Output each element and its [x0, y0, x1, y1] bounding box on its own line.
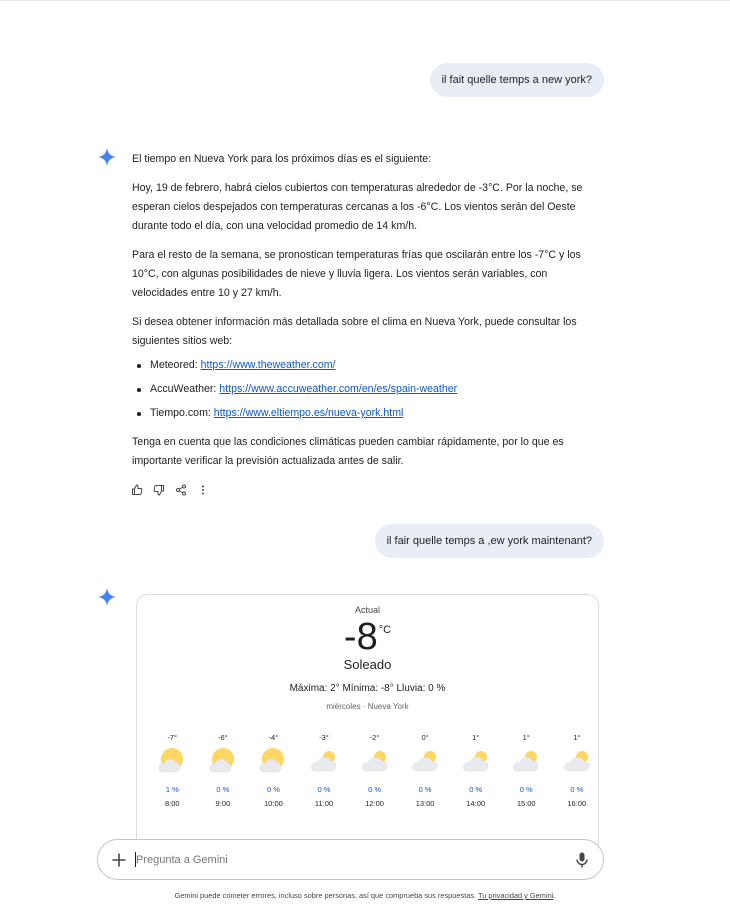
gemini-sparkle-icon	[97, 587, 117, 607]
response-paragraph: Tenga en cuenta que las condiciones climáticas pueden cambiar rápidamente, por lo que es importante verificar la previsión actualizada antes de salir.	[132, 436, 564, 467]
hour-temperature: -6°	[218, 733, 228, 742]
hour-temperature: 1°	[522, 733, 530, 742]
hour-time: 12:00	[365, 799, 384, 808]
hour-temperature: -7°	[167, 733, 178, 742]
hour-time: 15:00	[516, 799, 536, 808]
temperature-value: -8	[343, 616, 378, 658]
hour-time: 9:00	[215, 799, 231, 808]
hourly-column	[198, 731, 249, 810]
text-cursor	[135, 852, 136, 867]
hourly-column	[147, 731, 198, 810]
weather-link[interactable]: https://www.eltiempo.es/nueva-york.html	[213, 407, 404, 419]
cloud-with-sun-icon	[501, 744, 552, 778]
plus-icon[interactable]	[111, 852, 127, 868]
hourly-column	[248, 731, 299, 810]
response-actions	[131, 484, 209, 496]
response-intro: El tiempo en Nueva York para los próximos días es el siguiente:	[132, 153, 432, 165]
list-item	[132, 404, 598, 423]
footer-disclaimer	[0, 891, 730, 900]
response-paragraph: Si desea obtener información más detallada sobre el clima en Nueva York, puede consultar los siguientes sitios web:	[132, 316, 577, 347]
assistant-response	[132, 150, 598, 481]
cloud-with-sun-icon	[349, 744, 400, 778]
response-paragraph: Para el resto de la semana, se pronostican temperaturas frías que oscilarán entre los -7°C y los 10°C, con algunas posibilidades de nieve y lluvia ligera. Los vientos serán variables, con velocidades entre 10 y 27 km/h.	[132, 249, 581, 299]
user-message-bubble: il fait quelle temps a new york?	[430, 63, 604, 97]
site-name: Meteored:	[150, 359, 198, 371]
privacy-link[interactable]: Tu privacidad y Gemini	[478, 891, 554, 900]
cloud-with-sun-icon	[552, 744, 600, 778]
links-list	[132, 356, 598, 423]
hour-temperature: 1°	[573, 733, 581, 742]
hour-temperature: 1°	[472, 733, 480, 742]
temperature-unit: °C	[378, 624, 392, 636]
hour-rain-chance: 0 %	[418, 785, 432, 794]
weather-link[interactable]: https://www.theweather.com/	[200, 359, 336, 371]
user-message-bubble: il fair quelle temps a ,ew york maintenant?	[375, 524, 604, 558]
hour-time: 8:00	[164, 799, 180, 808]
top-divider	[0, 0, 730, 1]
prompt-input[interactable]	[136, 852, 556, 868]
hourly-column	[450, 731, 501, 810]
hour-rain-chance: 1 %	[165, 785, 179, 794]
hour-temperature: -2°	[369, 733, 380, 742]
weather-condition: Soleado	[343, 657, 392, 672]
prompt-input-bar	[97, 839, 604, 880]
site-name: Tiempo.com:	[150, 407, 211, 419]
hour-rain-chance: 0 %	[368, 785, 381, 794]
hour-time: 16:00	[567, 799, 587, 808]
hour-rain-chance: 0 %	[216, 785, 230, 794]
hourly-column	[400, 731, 451, 810]
microphone-icon[interactable]	[575, 852, 589, 868]
current-temperature	[137, 617, 598, 657]
list-item	[132, 356, 598, 375]
hour-time: 10:00	[264, 799, 283, 808]
hour-rain-chance: 0 %	[317, 785, 331, 794]
hour-temperature: -4°	[268, 733, 279, 742]
cloud-with-sun-icon	[450, 744, 501, 778]
day-location: miércoles · Nueva York	[326, 702, 409, 711]
thumbs-down-icon[interactable]	[153, 484, 165, 496]
disclaimer-trailing: .	[553, 891, 556, 900]
weather-card	[136, 594, 599, 854]
hour-time: 13:00	[415, 799, 435, 808]
hourly-forecast	[147, 731, 599, 810]
hour-rain-chance: 0 %	[469, 785, 483, 794]
disclaimer-text: Gemini puede cometer errores, incluso sobre personas, así que comprueba sus respuestas.	[174, 891, 477, 900]
hour-rain-chance: 0 %	[266, 785, 280, 794]
cloud-with-sun-icon	[299, 744, 350, 778]
cloud-with-sun-icon	[400, 744, 451, 778]
site-name: AccuWeather:	[150, 383, 217, 395]
weather-stats: Máxima: 2° Mínima: -8° Lluvia: 0 %	[289, 683, 446, 694]
sun-behind-cloud-icon	[248, 744, 299, 778]
hour-time: 11:00	[314, 799, 334, 808]
hour-time: 14:00	[466, 799, 486, 808]
hourly-column	[349, 731, 400, 810]
more-options-icon[interactable]	[197, 484, 209, 496]
thumbs-up-icon[interactable]	[131, 484, 143, 496]
sun-behind-cloud-icon	[147, 744, 198, 778]
weather-link[interactable]: https://www.accuweather.com/en/es/spain-weather	[219, 383, 458, 395]
share-icon[interactable]	[175, 484, 187, 496]
hourly-column	[501, 731, 552, 810]
response-paragraph: Hoy, 19 de febrero, habrá cielos cubiertos con temperaturas alrededor de -3°C. Por la noche, se esperan cielos despejados con temperaturas cercanas a los -6°C. Los vientos serán del Oeste durante todo el día, con una velocidad promedio de 14 km/h.	[132, 182, 583, 232]
hourly-column	[299, 731, 350, 810]
sun-behind-cloud-icon	[198, 744, 249, 778]
list-item	[132, 380, 598, 399]
gemini-sparkle-icon	[97, 147, 117, 167]
hourly-column	[552, 731, 600, 810]
hour-rain-chance: 0 %	[519, 785, 533, 794]
hour-temperature: 0°	[421, 733, 429, 742]
hour-temperature: -3°	[319, 733, 329, 742]
current-label: Actual	[354, 605, 380, 615]
hour-rain-chance: 0 %	[570, 785, 584, 794]
